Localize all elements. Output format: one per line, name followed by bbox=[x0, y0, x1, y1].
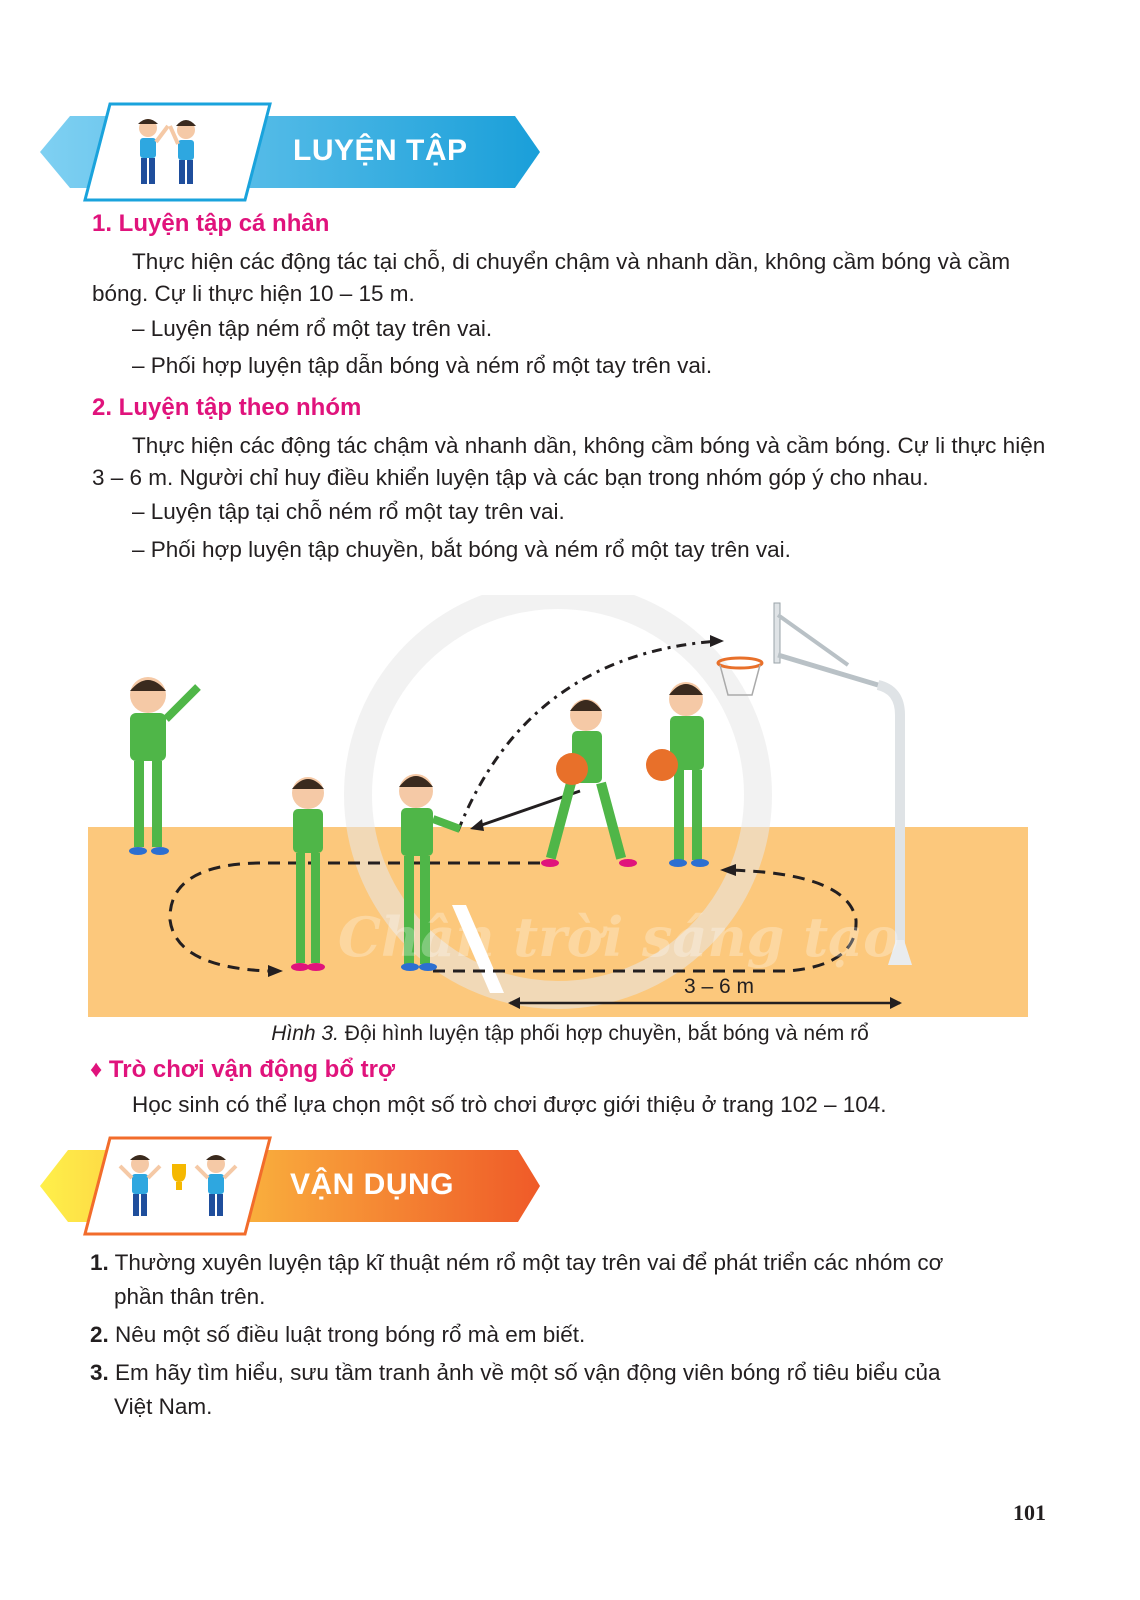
page-number: 101 bbox=[1013, 1500, 1046, 1525]
heading-ca-nhan: 1. Luyện tập cá nhân bbox=[92, 210, 330, 237]
item-3-line1: Em hãy tìm hiểu, sưu tầm tranh ảnh về một số vận động viên bóng rổ tiêu biểu của bbox=[108, 1360, 941, 1385]
item-1-line1: Thường xuyên luyện tập kĩ thuật ném rổ một tay trên vai để phát triển các nhóm cơ bbox=[108, 1250, 944, 1275]
item-2-line1: Nêu một số điều luật trong bóng rổ mà em biết. bbox=[108, 1322, 586, 1347]
item-1-number: 1. bbox=[90, 1250, 109, 1275]
item-3-line2: Việt Nam. bbox=[114, 1394, 213, 1419]
item-2-number: 2. bbox=[90, 1322, 109, 1347]
van-dung-item-1 bbox=[90, 1246, 1050, 1314]
van-dung-title: VẬN DỤNG bbox=[290, 1168, 455, 1201]
bullet-ca-nhan-2: – Phối hợp luyện tập dẫn bóng và ném rổ một tay trên vai. bbox=[132, 353, 713, 378]
caption-label: Hình 3. bbox=[271, 1022, 339, 1045]
luyen-tap-banner bbox=[40, 102, 540, 202]
van-dung-item-3 bbox=[90, 1356, 1050, 1424]
van-dung-banner bbox=[40, 1136, 540, 1236]
distance-label: 3 – 6 m bbox=[684, 975, 755, 998]
figure-basketball-drill bbox=[88, 595, 1028, 1025]
item-1-line2: phần thân trên. bbox=[114, 1284, 266, 1309]
figure-caption bbox=[0, 1022, 1140, 1046]
paragraph-theo-nhom: Thực hiện các động tác chậm và nhanh dần, không cầm bóng và cầm bóng. Cự li thực hiện 3 – 6 m. Người chỉ huy điều khiển luyện tập và các bạn trong nhóm góp ý cho nhau. bbox=[92, 433, 1046, 490]
bullet-theo-nhom-1: – Luyện tập tại chỗ ném rổ một tay trên vai. bbox=[132, 499, 565, 524]
bullet-ca-nhan-1: – Luyện tập ném rổ một tay trên vai. bbox=[132, 316, 493, 341]
paragraph-ca-nhan: Thực hiện các động tác tại chỗ, di chuyển chậm và nhanh dần, không cầm bóng và cầm bóng. Cự li thực hiện 10 – 15 m. bbox=[92, 249, 1011, 306]
watermark-text: Chân trời sáng tạo bbox=[338, 905, 900, 969]
heading-tro-choi: ♦ Trò chơi vận động bổ trợ bbox=[90, 1056, 396, 1083]
tro-choi-text: Học sinh có thể lựa chọn một số trò chơi được giới thiệu ở trang 102 – 104. bbox=[132, 1092, 887, 1117]
caption-text: Đội hình luyện tập phối hợp chuyền, bắt bóng và ném rổ bbox=[338, 1022, 869, 1045]
heading-theo-nhom: 2. Luyện tập theo nhóm bbox=[92, 394, 362, 421]
van-dung-item-2 bbox=[90, 1318, 1050, 1352]
luyen-tap-title: LUYỆN TẬP bbox=[293, 134, 468, 167]
item-3-number: 3. bbox=[90, 1360, 109, 1385]
bullet-theo-nhom-2: – Phối hợp luyện tập chuyền, bắt bóng và ném rổ một tay trên vai. bbox=[132, 537, 791, 562]
